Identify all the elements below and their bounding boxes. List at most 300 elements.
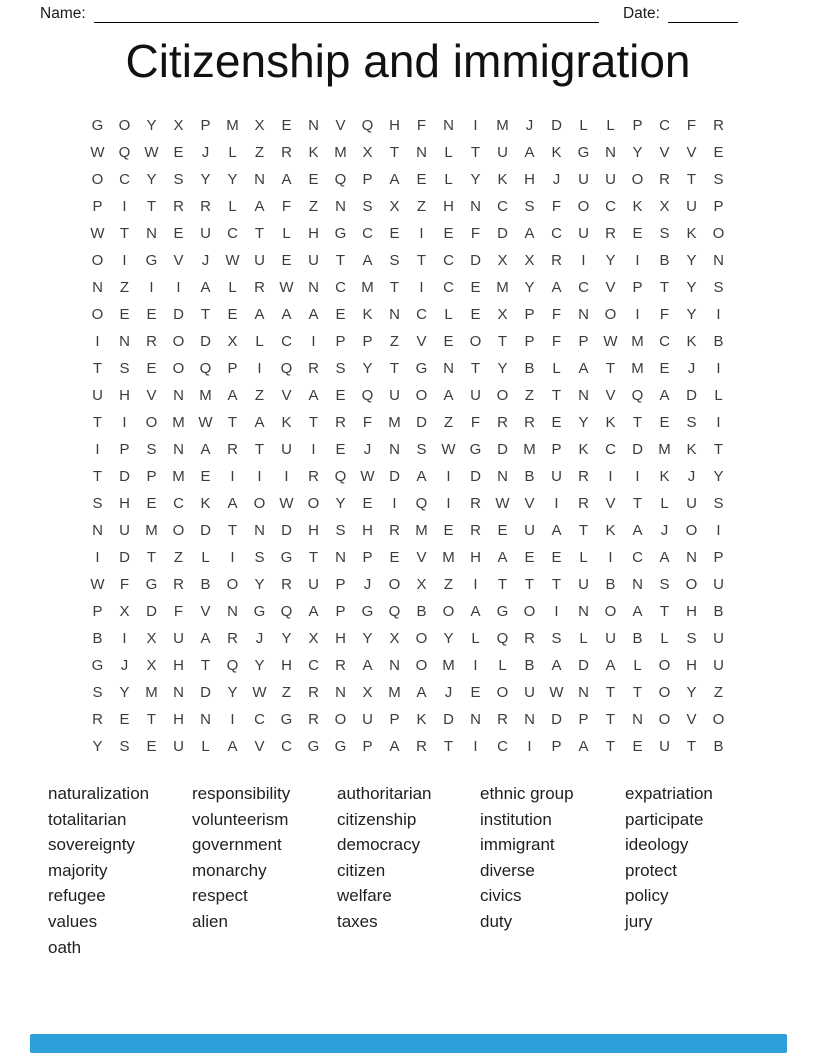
grid-letter: S: [146, 441, 157, 458]
grid-letter: U: [173, 630, 184, 647]
word-bank-item: sovereignty: [48, 835, 135, 855]
grid-letter: U: [551, 468, 562, 485]
grid-letter: I: [95, 549, 100, 566]
grid-letter: T: [254, 225, 265, 242]
grid-letter: U: [578, 171, 589, 188]
grid-letter: G: [415, 360, 428, 377]
grid-letter: G: [253, 603, 266, 620]
grid-letter: A: [659, 387, 670, 404]
grid-letter: R: [227, 630, 238, 647]
grid-letter: F: [470, 414, 481, 431]
grid-letter: T: [605, 360, 616, 377]
word-bank-column: [625, 781, 713, 935]
grid-letter: X: [254, 117, 265, 134]
grid-letter: T: [632, 684, 643, 701]
grid-letter: I: [716, 360, 721, 377]
grid-letter: Y: [686, 252, 697, 269]
grid-letter: R: [281, 144, 292, 161]
grid-letter: O: [442, 603, 455, 620]
grid-letter: C: [659, 333, 670, 350]
grid-letter: A: [551, 522, 562, 539]
grid-letter: T: [308, 414, 319, 431]
grid-letter: P: [335, 603, 346, 620]
word-bank-item: oath: [48, 937, 82, 957]
grid-letter: E: [524, 549, 535, 566]
grid-letter: O: [577, 198, 590, 215]
grid-letter: T: [254, 441, 265, 458]
grid-letter: A: [605, 657, 616, 674]
grid-letter: L: [201, 738, 210, 755]
grid-letter: A: [632, 603, 643, 620]
word-bank-item: values: [48, 911, 98, 931]
grid-letter: B: [92, 630, 103, 647]
word-bank-item: ideology: [625, 835, 689, 855]
grid-letter: X: [227, 333, 238, 350]
grid-letter: A: [227, 738, 238, 755]
grid-letter: W: [603, 333, 618, 350]
grid-letter: I: [122, 252, 127, 269]
grid-letter: D: [470, 252, 481, 269]
grid-letter: T: [92, 414, 103, 431]
grid-letter: R: [551, 252, 562, 269]
grid-letter: T: [551, 576, 562, 593]
grid-letter: O: [415, 630, 428, 647]
grid-letter: I: [392, 495, 397, 512]
word-bank-column: [337, 781, 480, 935]
grid-letter: O: [145, 414, 158, 431]
grid-letter: C: [551, 225, 562, 242]
grid-letter: W: [549, 684, 564, 701]
page-title: Citizenship and immigration: [125, 35, 691, 87]
grid-letter: F: [551, 198, 562, 215]
grid-letter: Y: [119, 684, 130, 701]
grid-letter: R: [470, 495, 481, 512]
grid-letter: A: [551, 279, 562, 296]
word-bank-item: duty: [480, 911, 513, 931]
grid-letter: X: [362, 684, 373, 701]
grid-letter: H: [443, 198, 454, 215]
grid-letter: P: [389, 711, 400, 728]
grid-letter: R: [200, 198, 211, 215]
grid-letter: K: [416, 711, 427, 728]
grid-letter: X: [362, 144, 373, 161]
grid-letter: I: [230, 549, 235, 566]
grid-letter: E: [389, 225, 400, 242]
grid-letter: A: [308, 387, 319, 404]
grid-letter: H: [686, 603, 697, 620]
grid-letter: L: [444, 144, 453, 161]
grid-letter: M: [631, 333, 644, 350]
grid-letter: N: [389, 306, 400, 323]
word-bank-item: welfare: [337, 886, 392, 906]
grid-letter: Y: [92, 738, 103, 755]
grid-letter: C: [605, 441, 616, 458]
grid-letter: P: [524, 333, 535, 350]
grid-letter: K: [497, 171, 508, 188]
word-bank-item: respect: [192, 886, 248, 906]
grid-letter: J: [687, 468, 696, 485]
grid-letter: O: [658, 711, 671, 728]
grid-letter: N: [146, 225, 157, 242]
grid-letter: A: [659, 549, 670, 566]
grid-letter: J: [525, 117, 534, 134]
grid-letter: E: [632, 738, 643, 755]
grid-letter: T: [524, 576, 535, 593]
grid-letter: T: [227, 522, 238, 539]
grid-letter: O: [496, 387, 509, 404]
grid-letter: W: [495, 495, 510, 512]
grid-letter: J: [255, 630, 264, 647]
grid-letter: I: [122, 630, 127, 647]
grid-letter: T: [443, 738, 454, 755]
grid-letter: C: [632, 549, 643, 566]
grid-letter: I: [122, 414, 127, 431]
grid-letter: P: [632, 279, 643, 296]
grid-letter: J: [201, 144, 210, 161]
grid-letter: K: [659, 468, 670, 485]
grid-letter: Y: [686, 306, 697, 323]
grid-letter: M: [496, 117, 509, 134]
grid-letter: I: [419, 279, 424, 296]
grid-letter: R: [335, 414, 346, 431]
grid-letter: I: [716, 306, 721, 323]
grid-letter: N: [308, 279, 319, 296]
grid-letter: T: [551, 387, 562, 404]
grid-letter: T: [200, 657, 211, 674]
grid-letter: E: [173, 144, 184, 161]
grid-letter: H: [524, 171, 535, 188]
grid-letter: L: [498, 657, 507, 674]
grid-letter: H: [389, 117, 400, 134]
grid-letter: V: [605, 387, 616, 404]
grid-letter: S: [551, 630, 562, 647]
grid-letter: H: [308, 225, 319, 242]
grid-letter: I: [608, 468, 613, 485]
grid-letter: S: [254, 549, 265, 566]
grid-letter: P: [227, 360, 238, 377]
grid-letter: E: [659, 360, 670, 377]
grid-letter: K: [308, 144, 319, 161]
grid-letter: L: [228, 144, 237, 161]
grid-letter: G: [577, 144, 590, 161]
grid-letter: E: [281, 252, 292, 269]
grid-letter: S: [713, 495, 724, 512]
word-bank-item: policy: [625, 886, 669, 906]
grid-letter: P: [578, 711, 589, 728]
grid-letter: S: [659, 225, 670, 242]
grid-letter: R: [659, 171, 670, 188]
grid-letter: C: [605, 198, 616, 215]
grid-letter: I: [257, 360, 262, 377]
grid-letter: L: [633, 657, 642, 674]
grid-letter: Z: [524, 387, 535, 404]
grid-letter: Z: [254, 144, 265, 161]
grid-letter: H: [470, 549, 481, 566]
grid-letter: T: [686, 738, 697, 755]
grid-letter: K: [551, 144, 562, 161]
grid-letter: I: [95, 333, 100, 350]
grid-letter: D: [443, 711, 454, 728]
word-bank-item: democracy: [337, 835, 421, 855]
grid-letter: U: [119, 522, 130, 539]
grid-letter: Y: [146, 171, 157, 188]
grid-letter: G: [91, 117, 104, 134]
grid-letter: U: [389, 387, 400, 404]
grid-letter: U: [497, 144, 508, 161]
word-bank-item: monarchy: [192, 860, 267, 880]
grid-letter: C: [254, 711, 265, 728]
grid-letter: B: [659, 252, 670, 269]
grid-letter: H: [281, 657, 292, 674]
grid-letter: J: [201, 252, 210, 269]
grid-letter: G: [91, 657, 104, 674]
grid-letter: Q: [280, 603, 293, 620]
word-bank-item: government: [192, 835, 282, 855]
grid-letter: N: [119, 333, 130, 350]
grid-letter: E: [119, 306, 130, 323]
grid-letter: E: [551, 414, 562, 431]
grid-letter: W: [279, 495, 294, 512]
grid-letter: E: [416, 171, 427, 188]
word-bank-item: participate: [625, 809, 704, 829]
grid-letter: C: [659, 117, 670, 134]
grid-letter: N: [497, 468, 508, 485]
grid-letter: O: [631, 171, 644, 188]
grid-letter: A: [416, 684, 427, 701]
grid-letter: S: [686, 414, 697, 431]
grid-letter: P: [578, 333, 589, 350]
grid-letter: L: [255, 333, 264, 350]
grid-letter: M: [145, 522, 158, 539]
grid-letter: R: [92, 711, 103, 728]
grid-letter: C: [497, 738, 508, 755]
grid-letter: N: [470, 198, 481, 215]
grid-letter: K: [632, 198, 643, 215]
grid-letter: I: [446, 495, 451, 512]
grid-letter: D: [551, 117, 562, 134]
word-bank-item: civics: [480, 886, 522, 906]
grid-letter: R: [713, 117, 724, 134]
grid-letter: L: [660, 630, 669, 647]
grid-letter: L: [660, 495, 669, 512]
grid-letter: R: [308, 711, 319, 728]
grid-letter: L: [444, 171, 453, 188]
grid-letter: F: [416, 117, 427, 134]
grid-letter: D: [389, 468, 400, 485]
grid-letter: O: [172, 522, 185, 539]
grid-letter: O: [91, 306, 104, 323]
grid-letter: V: [335, 117, 346, 134]
grid-letter: E: [335, 306, 346, 323]
grid-letter: T: [497, 333, 508, 350]
grid-letter: Y: [686, 279, 697, 296]
grid-letter: X: [146, 657, 157, 674]
grid-letter: A: [524, 144, 535, 161]
grid-letter: A: [362, 252, 373, 269]
word-bank-column: [480, 781, 625, 935]
grid-letter: H: [119, 387, 130, 404]
name-label: Name:: [40, 5, 86, 22]
grid-letter: E: [200, 468, 211, 485]
grid-letter: N: [524, 711, 535, 728]
grid-letter: O: [496, 684, 509, 701]
grid-letter: G: [280, 549, 293, 566]
grid-letter: I: [311, 441, 316, 458]
grid-letter: Y: [713, 468, 724, 485]
grid-letter: V: [254, 738, 265, 755]
word-bank-item: refugee: [48, 886, 106, 906]
grid-letter: Y: [470, 171, 481, 188]
grid-letter: P: [92, 603, 103, 620]
grid-letter: R: [470, 522, 481, 539]
grid-letter: N: [254, 522, 265, 539]
grid-letter: K: [686, 225, 697, 242]
word-bank-column: [48, 781, 192, 960]
grid-letter: L: [228, 198, 237, 215]
grid-letter: O: [388, 576, 401, 593]
grid-letter: A: [200, 441, 211, 458]
grid-letter: T: [335, 252, 346, 269]
grid-letter: O: [172, 333, 185, 350]
grid-letter: O: [226, 576, 239, 593]
grid-letter: N: [335, 549, 346, 566]
grid-letter: A: [281, 171, 292, 188]
grid-letter: V: [200, 603, 211, 620]
grid-letter: S: [335, 522, 346, 539]
grid-letter: Z: [173, 549, 184, 566]
grid-letter: Y: [335, 495, 346, 512]
grid-letter: G: [334, 225, 347, 242]
grid-letter: N: [578, 306, 589, 323]
grid-letter: Y: [254, 576, 265, 593]
grid-letter: A: [578, 360, 589, 377]
grid-letter: W: [198, 414, 213, 431]
grid-letter: A: [551, 657, 562, 674]
grid-letter: D: [200, 333, 211, 350]
grid-letter: E: [146, 738, 157, 755]
grid-letter: M: [226, 117, 239, 134]
grid-letter: B: [524, 657, 535, 674]
grid-letter: L: [201, 549, 210, 566]
grid-letter: M: [631, 360, 644, 377]
grid-letter: O: [469, 333, 482, 350]
grid-letter: W: [90, 576, 105, 593]
grid-letter: N: [686, 549, 697, 566]
grid-letter: H: [362, 522, 373, 539]
grid-letter: K: [605, 522, 616, 539]
grid-letter: O: [415, 387, 428, 404]
grid-letter: D: [686, 387, 697, 404]
grid-letter: M: [658, 441, 671, 458]
grid-letter: R: [254, 279, 265, 296]
grid-letter: S: [119, 738, 130, 755]
grid-letter: N: [254, 171, 265, 188]
grid-letter: N: [335, 198, 346, 215]
grid-letter: E: [443, 522, 454, 539]
grid-letter: B: [416, 603, 427, 620]
grid-letter: O: [685, 576, 698, 593]
grid-letter: O: [172, 360, 185, 377]
grid-letter: D: [416, 414, 427, 431]
grid-letter: N: [443, 360, 454, 377]
word-bank-item: protect: [625, 860, 677, 880]
grid-letter: Q: [334, 468, 347, 485]
grid-letter: Q: [118, 144, 131, 161]
grid-letter: Y: [281, 630, 292, 647]
grid-letter: G: [307, 738, 320, 755]
grid-letter: U: [281, 441, 292, 458]
grid-letter: D: [200, 684, 211, 701]
grid-letter: O: [253, 495, 266, 512]
grid-letter: D: [578, 657, 589, 674]
grid-letter: I: [608, 549, 613, 566]
grid-letter: H: [119, 495, 130, 512]
grid-letter: X: [146, 630, 157, 647]
grid-letter: Q: [334, 171, 347, 188]
grid-letter: S: [335, 360, 346, 377]
grid-letter: E: [119, 711, 130, 728]
grid-letter: N: [443, 117, 454, 134]
grid-letter: T: [470, 144, 481, 161]
word-bank-item: majority: [48, 860, 108, 880]
grid-letter: P: [92, 198, 103, 215]
grid-letter: L: [444, 306, 453, 323]
grid-letter: I: [716, 522, 721, 539]
word-bank-item: institution: [480, 809, 552, 829]
grid-letter: T: [227, 414, 238, 431]
grid-letter: H: [173, 657, 184, 674]
grid-letter: S: [713, 279, 724, 296]
grid-letter: E: [470, 684, 481, 701]
grid-letter: L: [228, 279, 237, 296]
grid-letter: U: [686, 198, 697, 215]
grid-letter: M: [145, 684, 158, 701]
grid-letter: T: [146, 711, 157, 728]
grid-letter: Z: [119, 279, 130, 296]
grid-letter: J: [687, 360, 696, 377]
grid-letter: P: [335, 576, 346, 593]
grid-letter: J: [363, 576, 372, 593]
grid-letter: X: [389, 198, 400, 215]
grid-letter: U: [470, 387, 481, 404]
grid-letter: P: [200, 117, 211, 134]
grid-letter: N: [578, 387, 589, 404]
grid-letter: Z: [389, 333, 400, 350]
grid-letter: D: [146, 603, 157, 620]
word-bank-item: citizen: [337, 860, 386, 880]
grid-letter: U: [578, 225, 589, 242]
grid-letter: F: [551, 333, 562, 350]
grid-letter: Y: [362, 360, 373, 377]
grid-letter: C: [281, 738, 292, 755]
grid-letter: G: [280, 711, 293, 728]
grid-letter: N: [389, 441, 400, 458]
word-bank-item: expatriation: [625, 784, 713, 803]
grid-letter: I: [95, 441, 100, 458]
grid-letter: M: [199, 387, 212, 404]
grid-letter: A: [578, 738, 589, 755]
grid-letter: O: [334, 711, 347, 728]
grid-letter: W: [360, 468, 375, 485]
grid-letter: A: [200, 630, 211, 647]
grid-letter: Z: [281, 684, 292, 701]
grid-letter: O: [523, 603, 536, 620]
grid-letter: A: [524, 225, 535, 242]
grid-letter: I: [473, 738, 478, 755]
grid-letter: O: [415, 657, 428, 674]
grid-letter: U: [524, 684, 535, 701]
grid-letter: L: [579, 117, 588, 134]
